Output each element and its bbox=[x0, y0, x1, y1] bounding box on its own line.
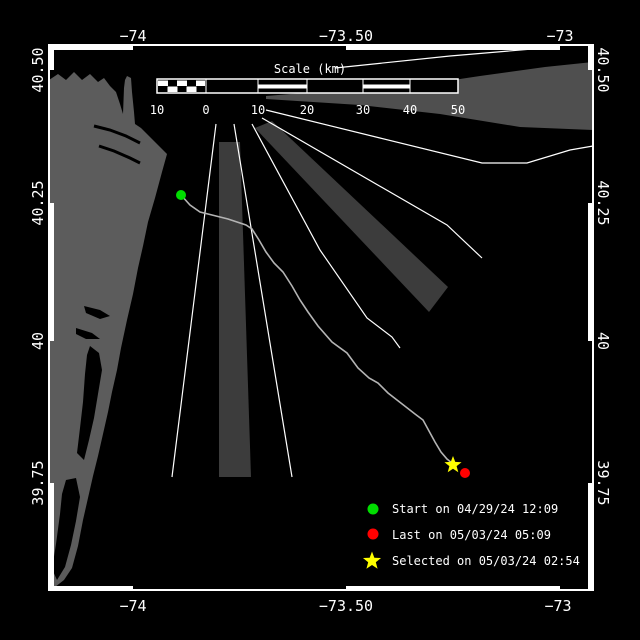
axis-tick-label-top: −73 bbox=[546, 27, 574, 45]
legend-start-dot-icon bbox=[368, 504, 379, 515]
legend-start-label: Start on 04/29/24 12:09 bbox=[392, 502, 559, 516]
axis-tick-label-right: 40 bbox=[594, 331, 612, 351]
start-marker bbox=[176, 190, 186, 200]
axis-tick-label-top: −74 bbox=[119, 27, 147, 45]
last-marker bbox=[460, 468, 470, 478]
axis-tick-label-left: 40.25 bbox=[29, 180, 47, 226]
scale-bar-title: Scale (km) bbox=[273, 62, 347, 76]
axis-tick-label-left: 40.50 bbox=[29, 47, 47, 93]
legend-last-label: Last on 05/03/24 05:09 bbox=[392, 528, 551, 542]
axis-tick-label-right: 40.50 bbox=[594, 47, 612, 93]
scale-tick-label: 40 bbox=[402, 103, 418, 117]
axis-tick-label-right: 39.75 bbox=[594, 460, 612, 506]
axis-tick-label-bottom: −74 bbox=[119, 597, 147, 615]
scale-tick-label: 0 bbox=[202, 103, 210, 117]
legend-selected-star-icon bbox=[363, 552, 381, 569]
axis-tick-label-left: 39.75 bbox=[29, 460, 47, 506]
scale-tick-label: 10 bbox=[149, 103, 165, 117]
axis-tick-label-left: 40 bbox=[29, 331, 47, 351]
axis-tick-label-right: 40.25 bbox=[594, 180, 612, 226]
scale-tick-label: 30 bbox=[355, 103, 371, 117]
axis-tick-label-top: −73.50 bbox=[318, 27, 374, 45]
scale-tick-label: 50 bbox=[450, 103, 466, 117]
scale-tick-label: 10 bbox=[250, 103, 266, 117]
coverage-wedge-vertical bbox=[219, 142, 251, 477]
legend-selected-label: Selected on 05/03/24 02:54 bbox=[392, 554, 580, 568]
coverage-wedge-diagonal bbox=[255, 121, 448, 312]
scale-tick-label: 20 bbox=[299, 103, 315, 117]
scale-bar bbox=[157, 79, 458, 93]
axis-tick-label-bottom: −73 bbox=[544, 597, 572, 615]
contour-line bbox=[172, 124, 216, 477]
legend-last-dot-icon bbox=[368, 529, 379, 540]
contour-line bbox=[335, 47, 556, 68]
axis-tick-label-bottom: −73.50 bbox=[318, 597, 374, 615]
